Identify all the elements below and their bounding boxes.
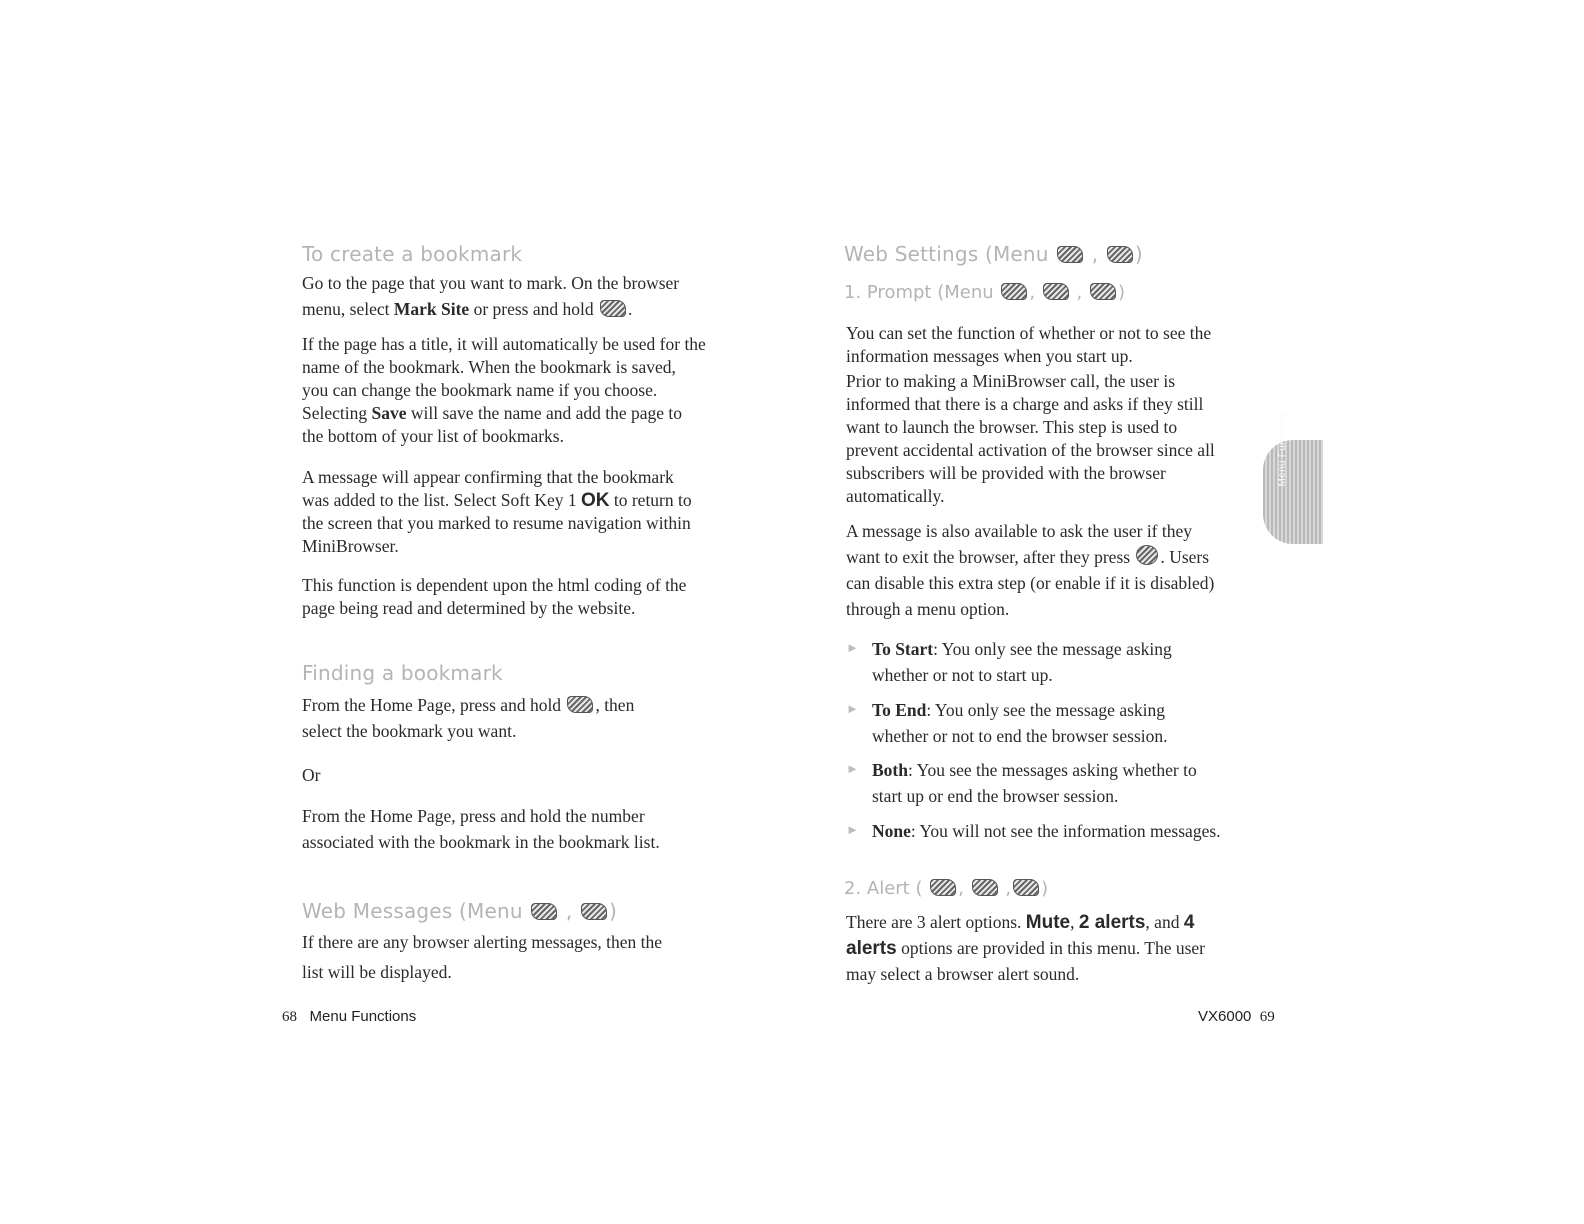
line: menu, select Mark Site or press and hold .	[302, 299, 633, 319]
heading-sep: ,	[559, 899, 579, 923]
line: associated with the bookmark in the bookmark list.	[302, 832, 660, 852]
phone-key-icon	[567, 696, 593, 713]
line: If there are any browser alerting messages, then the	[302, 932, 663, 952]
create-bookmark-heading	[302, 242, 522, 266]
heading-end: )	[1134, 242, 1143, 266]
prompt-p1	[846, 320, 1211, 366]
text: , and	[1145, 912, 1184, 932]
line	[872, 636, 1172, 662]
line: can disable this extra step (or enable if it is disabled)	[846, 573, 1215, 593]
line: A message is also available to ask the user if they	[846, 521, 1193, 541]
phone-key-icon	[1090, 283, 1116, 300]
text: was added to the list. Select Soft Key 1	[302, 490, 581, 510]
text: Selecting	[302, 403, 372, 423]
heading-text: 1. Prompt (Menu	[844, 282, 1000, 303]
page-number: 68	[282, 1009, 297, 1025]
line: If the page has a title, it will automatically be used for the	[302, 334, 706, 354]
heading-end: )	[1117, 282, 1126, 303]
phone-key-icon	[531, 903, 557, 920]
heading-sep: ,	[1029, 282, 1041, 303]
line: the bottom of your list of bookmarks.	[302, 426, 564, 446]
text: There are 3 alert options.	[846, 912, 1026, 932]
prompt-heading	[844, 282, 1125, 304]
finding-p1	[302, 692, 634, 744]
line: through a menu option.	[846, 599, 1010, 619]
line: name of the bookmark. When the bookmark is saved,	[302, 357, 676, 377]
alert-heading	[844, 878, 1048, 900]
bullet-text	[872, 697, 1168, 749]
line: prevent accidental activation of the browser since all	[846, 440, 1215, 460]
line: From the Home Page, press and hold the number	[302, 806, 645, 826]
line	[302, 487, 692, 510]
finding-p2	[302, 803, 660, 855]
heading-sep: ,	[999, 878, 1012, 899]
line	[302, 400, 706, 423]
create-p3	[302, 464, 692, 556]
line: select the bookmark you want.	[302, 721, 517, 741]
line	[872, 697, 1168, 723]
text: want to exit the browser, after they press	[846, 547, 1135, 567]
web-messages-heading	[302, 899, 617, 923]
term: To End	[872, 700, 927, 720]
line: the screen that you marked to resume navigation within	[302, 513, 691, 533]
left-footer	[282, 1008, 416, 1026]
heading-text: Finding a bookmark	[302, 661, 503, 685]
text: : You only see the message asking	[933, 639, 1172, 659]
phone-key-icon	[1001, 283, 1027, 300]
term: None	[872, 821, 911, 841]
mark-site-label: Mark Site	[393, 299, 470, 319]
line: You can set the function of whether or not to see the	[846, 323, 1212, 343]
heading-sep: ,	[1085, 242, 1105, 266]
heading-sep: ,	[1070, 282, 1088, 303]
term: To Start	[872, 639, 934, 659]
text: , then	[595, 695, 635, 715]
line: list will be displayed.	[302, 962, 452, 982]
alert-p1	[846, 909, 1205, 987]
arrow-icon: ►	[846, 822, 859, 837]
right-footer	[1198, 1008, 1275, 1026]
line: want to launch the browser. This step is used to	[846, 417, 1178, 437]
two-alerts-label: 2 alerts	[1078, 912, 1146, 933]
heading-text: 2. Alert (	[844, 878, 929, 899]
line: page being read and determined by the website.	[302, 598, 636, 618]
line: you can change the bookmark name if you choose.	[302, 380, 658, 400]
phone-key-icon	[1107, 246, 1133, 263]
create-p1	[302, 270, 679, 322]
phone-key-icon	[1043, 283, 1069, 300]
line	[872, 757, 1197, 783]
text: From the Home Page, press and hold	[302, 695, 566, 715]
heading-text: Web Settings (Menu	[844, 242, 1056, 266]
bullet-text	[872, 818, 1221, 844]
text: or press and hold	[469, 299, 598, 319]
arrow-icon: ►	[846, 761, 859, 776]
finding-bookmark-heading	[302, 661, 503, 685]
line: Go to the page that you want to mark. On the browser	[302, 273, 680, 293]
finding-or	[302, 762, 320, 788]
page-number: 69	[1259, 1009, 1275, 1025]
text: : You see the messages asking whether to	[907, 760, 1197, 780]
line: Prior to making a MiniBrowser call, the user is	[846, 371, 1176, 391]
bullet-text	[872, 636, 1172, 688]
line: A message will appear confirming that the bookmark	[302, 467, 674, 487]
line: whether or not to end the browser session.	[872, 726, 1168, 746]
web-messages-p1	[302, 929, 662, 985]
section-name: Menu Functions	[309, 1008, 417, 1025]
text: : You only see the message asking	[926, 700, 1166, 720]
phone-key-icon	[930, 879, 956, 896]
arrow-icon: ►	[846, 701, 859, 716]
side-tab-label: Menu Functions	[1277, 411, 1288, 487]
save-label: Save	[371, 403, 407, 423]
heading-end: )	[1041, 878, 1049, 899]
heading-text: Web Messages (Menu	[302, 899, 530, 923]
line: Or	[302, 765, 321, 785]
prompt-p3	[846, 518, 1214, 622]
line	[302, 692, 634, 718]
end-key-icon	[1136, 545, 1158, 565]
web-settings-heading	[844, 242, 1143, 266]
line: informed that there is a charge and asks if they still	[846, 394, 1204, 414]
phone-key-icon	[581, 903, 607, 920]
phone-key-icon	[972, 879, 998, 896]
heading-sep: ,	[958, 878, 970, 899]
text: to return to	[609, 490, 692, 510]
line: information messages when you start up.	[846, 346, 1133, 366]
line: MiniBrowser.	[302, 536, 399, 556]
create-p4	[302, 572, 686, 618]
arrow-icon: ►	[846, 640, 859, 655]
four-label: 4	[1183, 912, 1195, 933]
line: whether or not to start up.	[872, 665, 1053, 685]
text: will save the name and add the page to	[406, 403, 683, 423]
line: subscribers will be provided with the browser	[846, 463, 1166, 483]
line: This function is dependent upon the html coding of the	[302, 575, 687, 595]
phone-key-icon	[1013, 879, 1039, 896]
model-name: VX6000	[1198, 1008, 1252, 1025]
phone-key-icon	[1057, 246, 1083, 263]
create-p2	[302, 331, 706, 446]
section-side-tab	[1263, 411, 1323, 544]
heading-end: )	[608, 899, 617, 923]
line	[846, 909, 1205, 935]
line	[872, 818, 1221, 844]
line: start up or end the browser session.	[872, 786, 1119, 806]
star-key-icon	[600, 300, 626, 317]
prompt-p2	[846, 368, 1215, 506]
alerts-label: alerts	[846, 938, 897, 959]
text: .	[628, 299, 633, 319]
line	[846, 935, 1205, 961]
text: : You will not see the information messages.	[910, 821, 1221, 841]
mute-label: Mute	[1025, 912, 1071, 933]
line	[846, 544, 1214, 570]
bullet-text	[872, 757, 1197, 809]
line: may select a browser alert sound.	[846, 964, 1080, 984]
ok-label: OK	[580, 490, 610, 511]
text: ,	[1070, 912, 1079, 932]
text: options are provided in this menu. The user	[896, 938, 1206, 958]
heading-text: To create a bookmark	[302, 242, 523, 266]
term: Both	[872, 760, 908, 780]
line: automatically.	[846, 486, 945, 506]
text: . Users	[1160, 547, 1210, 567]
